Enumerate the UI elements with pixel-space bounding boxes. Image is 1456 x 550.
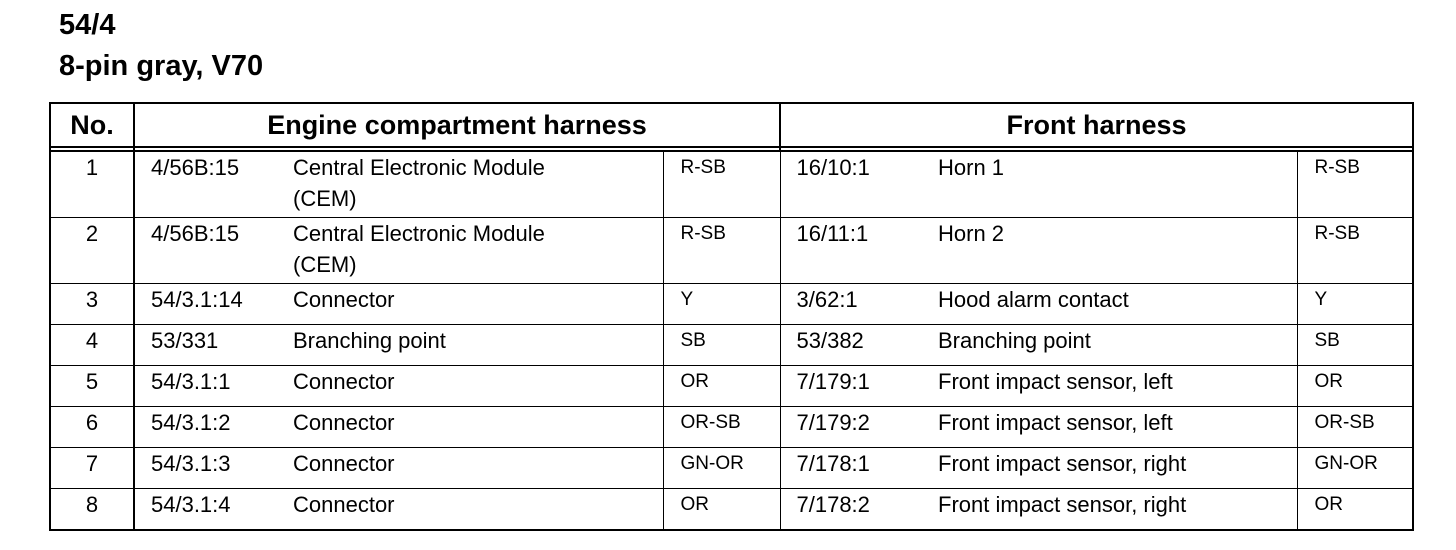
engine-description: Branching point: [293, 328, 446, 353]
row-number: 7: [50, 448, 134, 489]
pin-table: [49, 102, 1414, 531]
row-number: 3: [50, 284, 134, 325]
front-wire-color: SB: [1297, 325, 1413, 366]
engine-pin: 4/56B:15: [134, 218, 277, 284]
row-number: 1: [50, 151, 134, 218]
engine-wire-color: R-SB: [663, 151, 780, 218]
engine-pin: 54/3.1:4: [134, 489, 277, 531]
row-number: 5: [50, 366, 134, 407]
connector-description: 8-pin gray, V70: [59, 50, 264, 82]
engine-pin: 54/3.1:1: [134, 366, 277, 407]
header-row: [50, 103, 1413, 147]
row-number: 6: [50, 407, 134, 448]
front-pin: 3/62:1: [780, 284, 922, 325]
engine-description: Connector: [293, 492, 395, 517]
front-wire-color: Y: [1297, 284, 1413, 325]
engine-description: Connector: [293, 287, 395, 312]
front-pin: 53/382: [780, 325, 922, 366]
engine-pin: 54/3.1:3: [134, 448, 277, 489]
front-wire-color: R-SB: [1297, 151, 1413, 218]
table-row: [50, 151, 1413, 218]
engine-wire-color: OR-SB: [663, 407, 780, 448]
front-description: Branching point: [938, 328, 1091, 353]
engine-description: Central Electronic Module (CEM): [293, 221, 545, 277]
engine-pin: 54/3.1:2: [134, 407, 277, 448]
engine-wire-color: Y: [663, 284, 780, 325]
front-description: Horn 2: [938, 221, 1005, 246]
engine-description: Connector: [293, 369, 395, 394]
engine-wire-color: GN-OR: [663, 448, 780, 489]
front-wire-color: OR: [1297, 366, 1413, 407]
table-row: [50, 284, 1413, 325]
front-description: Front impact sensor, left: [938, 410, 1173, 435]
table-row: [50, 489, 1413, 531]
front-pin: 7/178:2: [780, 489, 922, 531]
front-description: Front impact sensor, left: [938, 369, 1173, 394]
front-description: Hood alarm contact: [938, 287, 1129, 312]
connector-id: 54/4: [59, 9, 116, 41]
engine-description: Central Electronic Module (CEM): [293, 155, 545, 211]
front-pin: 7/179:2: [780, 407, 922, 448]
front-pin: 16/10:1: [780, 151, 922, 218]
engine-wire-color: SB: [663, 325, 780, 366]
table-row: [50, 366, 1413, 407]
engine-description: Connector: [293, 410, 395, 435]
header-front-harness: Front harness: [780, 103, 1413, 147]
front-description: Horn 1: [938, 155, 1005, 180]
engine-pin: 4/56B:15: [134, 151, 277, 218]
front-wire-color: OR: [1297, 489, 1413, 531]
table-row: [50, 218, 1413, 284]
engine-wire-color: OR: [663, 366, 780, 407]
front-pin: 16/11:1: [780, 218, 922, 284]
table-row: [50, 407, 1413, 448]
front-wire-color: GN-OR: [1297, 448, 1413, 489]
front-description: Front impact sensor, right: [938, 451, 1187, 476]
front-pin: 7/178:1: [780, 448, 922, 489]
row-number: 8: [50, 489, 134, 531]
front-wire-color: R-SB: [1297, 218, 1413, 284]
table-row: [50, 448, 1413, 489]
row-number: 4: [50, 325, 134, 366]
header-engine-harness: Engine compartment harness: [134, 103, 780, 147]
front-description: Front impact sensor, right: [938, 492, 1187, 517]
engine-pin: 53/331: [134, 325, 277, 366]
table-row: [50, 325, 1413, 366]
header-no: No.: [50, 103, 134, 147]
engine-wire-color: OR: [663, 489, 780, 531]
engine-pin: 54/3.1:14: [134, 284, 277, 325]
row-number: 2: [50, 218, 134, 284]
engine-description: Connector: [293, 451, 395, 476]
engine-wire-color: R-SB: [663, 218, 780, 284]
front-wire-color: OR-SB: [1297, 407, 1413, 448]
front-pin: 7/179:1: [780, 366, 922, 407]
